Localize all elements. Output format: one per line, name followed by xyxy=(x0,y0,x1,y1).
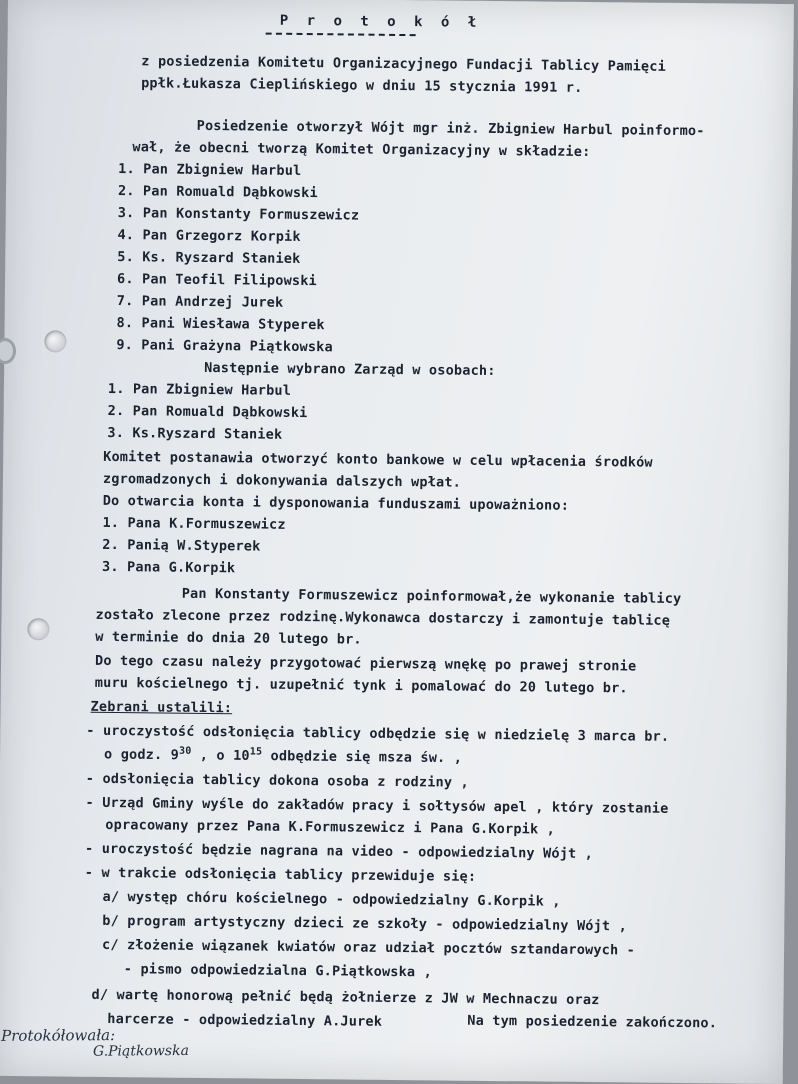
closing-sentence: Na tym posiedzenie zakończono. xyxy=(467,1012,718,1032)
committee-item-5: 5. Ks. Ryszard Staniek xyxy=(117,249,301,267)
board-intro: Następnie wybrano Zarząd w osobach: xyxy=(204,359,496,380)
authorized-item-1: 1. Pana K.Formuszewicz xyxy=(102,514,286,533)
punch-hole-bottom xyxy=(27,618,49,640)
time-minutes-1: 30 xyxy=(179,745,192,757)
intro-line-2: ppłk.Łukasza Cieplińskiego w dniu 15 stycznia 1991 r. xyxy=(141,75,583,96)
decision-2: - odsłonięcia tablicy dokona osoba z rodziny , xyxy=(85,770,469,791)
time-minutes-2: 15 xyxy=(249,746,263,758)
committee-item-8: 8. Pani Wiesława Styperek xyxy=(116,315,325,334)
paragraph-2-line-2: zostało zlecone przez rodzinę.Wykonawca dostarczy i zamontuje tablicę xyxy=(95,606,671,629)
decision-1-line-2 xyxy=(104,745,462,766)
decided-heading: Zebrani ustalili: xyxy=(90,698,233,717)
decision-3-line-1: - Urząd Gminy wyśle do zakładów pracy i sołtysów apel , który zostanie xyxy=(85,794,669,817)
mass-time-suffix: odbędzie się msza św. , xyxy=(262,748,463,767)
subitem-d-line-1: d/ wartę honorową pełnić będą żołnierze z JW w Mechnaczu oraz xyxy=(91,986,600,1009)
decision-1-line-1: - uroczystość odsłonięcia tablicy odbędzie się w niedzielę 3 marca br. xyxy=(86,722,670,745)
decision-3-line-2: opracowany przez Pana K.Formuszewicz i Pana G.Korpik , xyxy=(105,816,556,838)
subitem-b: b/ program artystyczny dzieci ze szkoły - odpowiedzialny Wójt , xyxy=(102,912,628,935)
board-item-1: 1. Pan Zbigniew Harbul xyxy=(107,380,292,399)
paragraph-1-line-2: wał, że obecni tworzą Komitet Organizacyjny w składzie: xyxy=(132,139,591,160)
board-item-3: 3. Ks.Ryszard Staniek xyxy=(107,424,283,443)
authorized-intro: Do otwarcia konta i dysponowania funduszami upoważniono: xyxy=(102,492,570,514)
board-item-2: 2. Pan Romuald Dąbkowski xyxy=(107,402,308,422)
signature-label: Protokółowała: xyxy=(1,1026,116,1045)
committee-item-3: 3. Pan Konstanty Formuszewicz xyxy=(117,205,360,224)
bank-line-2: zgromadzonych i dokonywania dalszych wpłat. xyxy=(102,470,462,491)
mass-time-prefix: o godz. 9 xyxy=(103,746,180,764)
decision-4: - uroczystość będzie nagrana na video - odpowiedzialny Wójt , xyxy=(85,840,594,863)
subitem-a: a/ występ chóru kościelnego - odpowiedzialny G.Korpik , xyxy=(102,888,561,910)
committee-item-6: 6. Pan Teofil Filipowski xyxy=(116,271,318,290)
paragraph-3-line-1: Do tego czasu należy przygotować pierwszą wnękę po prawej stronie xyxy=(94,652,637,675)
bank-line-1: Komitet postanawia otworzyć konto bankowe w celu wpłacenia środków xyxy=(103,448,653,471)
authorized-item-2: 2. Panią W.Styperek xyxy=(102,536,261,555)
document-title: P r o t o k ó ł xyxy=(279,12,482,31)
paragraph-1-line-1: Posiedzenie otworzył Wójt mgr inż. Zbigniew Harbul poinformo- xyxy=(196,117,705,140)
intro-line-1: z posiedzenia Komitetu Organizacyjnego Fundacji Tablicy Pamięci xyxy=(141,53,667,75)
decision-5: - w trakcie odsłonięcia tablicy przewiduje się: xyxy=(84,864,477,885)
subitem-c-line-2: - pismo odpowiedzialna G.Piątkowska , xyxy=(123,961,433,981)
subitem-d-line-2: harcerze - odpowiedzialny A.Jurek xyxy=(107,1010,383,1030)
punch-hole-top xyxy=(44,330,66,352)
title-underline xyxy=(266,33,416,37)
committee-item-4: 4. Pan Grzegorz Korpik xyxy=(117,227,301,245)
authorized-item-3: 3. Pana G.Korpik xyxy=(101,558,236,577)
committee-item-2: 2. Pan Romuald Dąbkowski xyxy=(117,183,318,202)
committee-item-7: 7. Pan Andrzej Jurek xyxy=(116,293,284,311)
paragraph-3-line-2: muru kościelnego tj. uzupełnić tynk i pomalować do 20 lutego br. xyxy=(94,674,628,697)
mass-time-mid: , o 10 xyxy=(191,747,250,764)
subitem-c-line-1: c/ złożenie wiązanek kwiatów oraz udział pocztów sztandarowych - xyxy=(102,936,636,959)
signature-name: G.Piątkowska xyxy=(92,1042,189,1060)
paragraph-2-line-1: Pan Konstanty Formuszewicz poinformował,że wykonanie tablicy xyxy=(181,585,682,607)
committee-item-9: 9. Pani Grażyna Piątkowska xyxy=(116,337,333,356)
committee-item-1: 1. Pan Zbigniew Harbul xyxy=(118,161,302,179)
paragraph-2-line-3: w terminie do dnia 20 lutego br. xyxy=(95,628,362,648)
